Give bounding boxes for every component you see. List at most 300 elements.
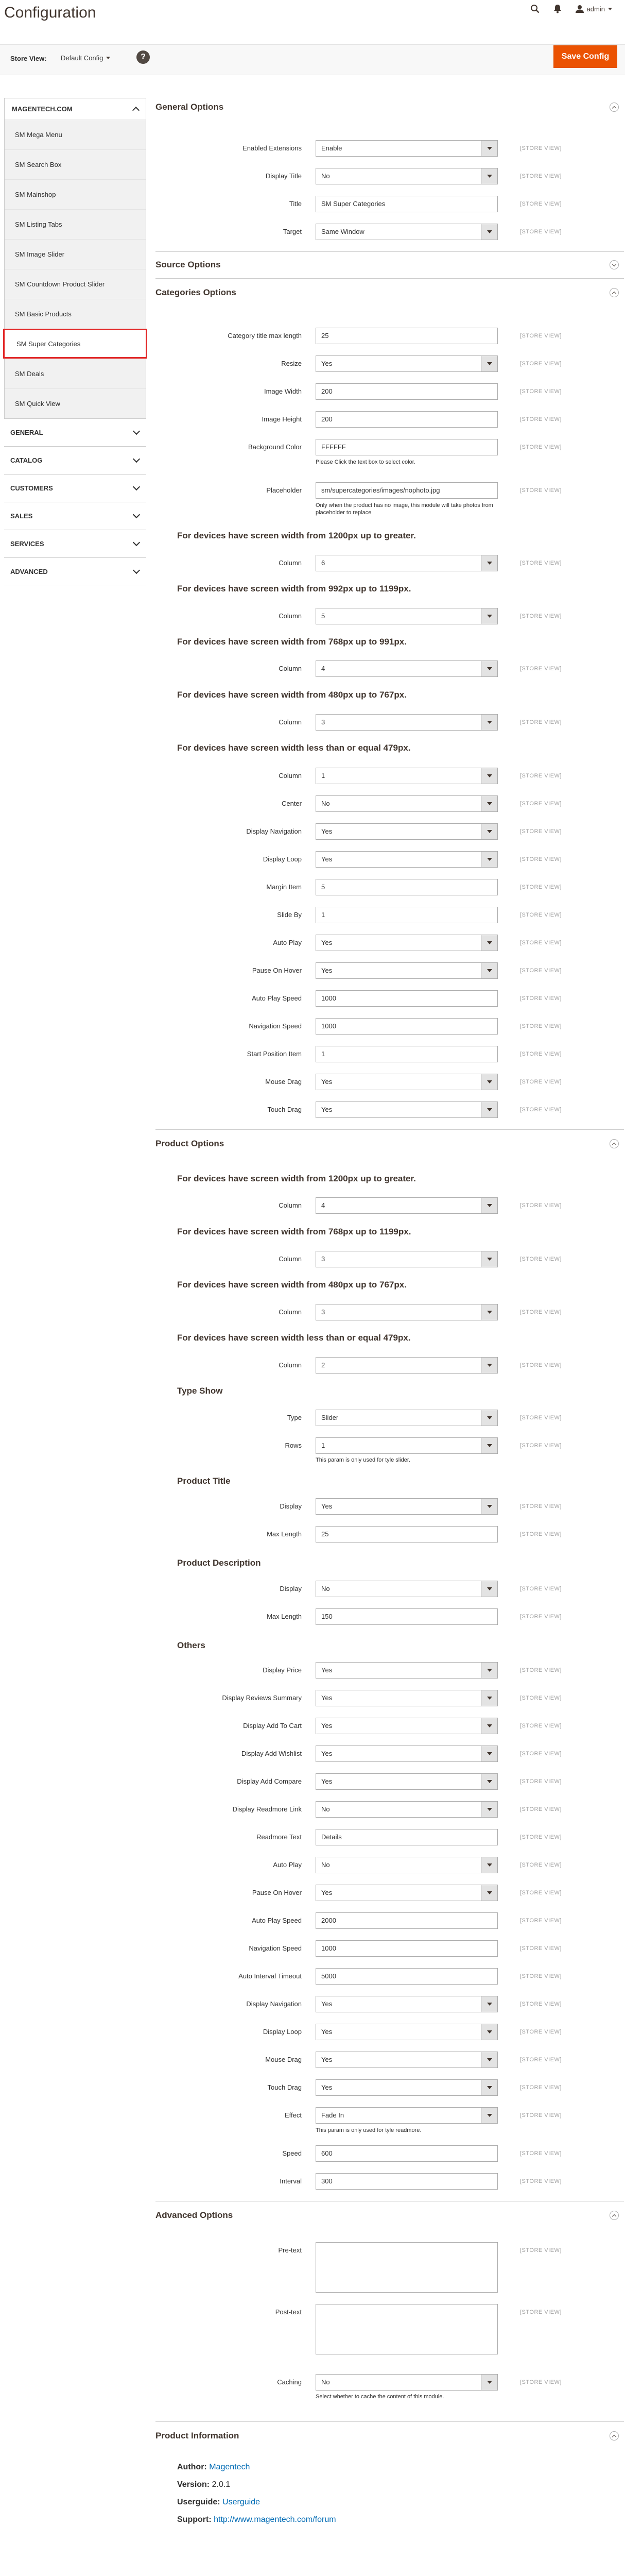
sidebar-item[interactable]: SM Mega Menu <box>5 120 146 149</box>
config-row <box>155 608 624 624</box>
save-config-button[interactable]: Save Config <box>553 45 617 68</box>
scope-label: [STORE VIEW] <box>520 968 562 974</box>
field-value: Same Window <box>321 228 364 235</box>
field-label: Display Price <box>263 1666 302 1674</box>
sidebar-item[interactable]: SM Super Categories <box>3 329 147 359</box>
textarea-field[interactable] <box>316 2242 498 2293</box>
dropdown-arrow-icon <box>481 2024 497 2040</box>
field-label: Slide By <box>277 911 302 919</box>
scope-label: [STORE VIEW] <box>520 1862 562 1868</box>
field-label: Display Add Compare <box>237 1777 302 1785</box>
config-row <box>155 1912 624 1929</box>
scope-label: [STORE VIEW] <box>520 1256 562 1262</box>
scope-label: [STORE VIEW] <box>520 1586 562 1592</box>
sidebar-item[interactable]: SM Basic Products <box>5 299 146 329</box>
field-value: Slider <box>321 1414 339 1421</box>
field-value: Yes <box>321 967 333 974</box>
scope-label: [STORE VIEW] <box>520 229 562 235</box>
dropdown-arrow-icon <box>481 2052 497 2067</box>
dropdown-arrow-icon <box>481 1304 497 1320</box>
scope-label: [STORE VIEW] <box>520 2057 562 2063</box>
dropdown-arrow-icon <box>481 1074 497 1090</box>
text-field[interactable] <box>316 411 498 428</box>
dropdown-arrow-icon <box>481 963 497 978</box>
chevron-down-icon <box>133 566 140 573</box>
select-field[interactable] <box>316 1074 498 1090</box>
config-row <box>155 823 624 840</box>
field-note: This param is only used for tyle readmore. <box>316 2127 422 2133</box>
scope-label: [STORE VIEW] <box>520 1531 562 1537</box>
section-title: Categories Options <box>155 287 236 297</box>
dropdown-arrow-icon <box>481 356 497 371</box>
select-field[interactable] <box>316 795 498 812</box>
scope-label: [STORE VIEW] <box>520 828 562 835</box>
field-value: 5 <box>321 883 325 891</box>
scope-label: [STORE VIEW] <box>520 1051 562 1057</box>
select-field[interactable] <box>316 555 498 571</box>
scope-label: [STORE VIEW] <box>520 173 562 179</box>
sub-heading: Product Title <box>177 1476 231 1486</box>
config-row <box>155 328 624 344</box>
textarea-field[interactable] <box>316 2304 498 2354</box>
select-field[interactable] <box>316 1357 498 1374</box>
select-field[interactable] <box>316 1251 498 1267</box>
store-view-value: Default Config <box>61 54 103 62</box>
section-divider <box>155 2421 624 2422</box>
scope-label: [STORE VIEW] <box>520 1309 562 1315</box>
config-row <box>155 2145 624 2162</box>
sidebar-group-magentech[interactable] <box>4 98 146 120</box>
sidebar-item[interactable]: SM Mainshop <box>5 179 146 209</box>
sidebar-item[interactable]: SM Deals <box>5 359 146 388</box>
sidebar-section[interactable] <box>4 418 146 446</box>
select-field[interactable] <box>316 1801 498 1818</box>
sidebar-section[interactable] <box>4 530 146 557</box>
select-field[interactable] <box>316 2374 498 2391</box>
field-note: This param is only used for tyle slider. <box>316 1457 411 1463</box>
sub-heading: Type Show <box>177 1386 223 1396</box>
scope-label: [STORE VIEW] <box>520 995 562 1002</box>
config-row <box>155 1996 624 2012</box>
scope-label: [STORE VIEW] <box>520 1945 562 1952</box>
sidebar-item[interactable]: SM Search Box <box>5 149 146 179</box>
field-label: Column <box>279 1361 302 1369</box>
field-note: Only when the product has no image, this module will take photos from placeholder to replace <box>316 502 493 516</box>
select-field[interactable] <box>316 1304 498 1320</box>
bell-icon[interactable] <box>553 4 562 13</box>
sidebar-section-label: CUSTOMERS <box>10 484 53 492</box>
select-field[interactable] <box>316 962 498 979</box>
caret-down-icon <box>106 57 110 59</box>
scope-label: [STORE VIEW] <box>520 773 562 779</box>
config-row <box>155 1829 624 1845</box>
config-row <box>155 1498 624 1515</box>
sidebar-section[interactable] <box>4 474 146 502</box>
dropdown-arrow-icon <box>481 608 497 624</box>
config-row <box>155 168 624 184</box>
collapse-icon[interactable] <box>610 103 619 112</box>
select-field[interactable] <box>316 1410 498 1426</box>
config-row <box>155 1773 624 1790</box>
text-field[interactable] <box>316 1018 498 1035</box>
expand-icon[interactable] <box>610 260 619 269</box>
field-value: 1000 <box>321 1022 336 1030</box>
text-field[interactable] <box>316 1526 498 1543</box>
config-row <box>155 660 624 677</box>
text-field[interactable] <box>316 879 498 895</box>
select-field[interactable] <box>316 140 498 157</box>
field-value: 3 <box>321 1255 325 1263</box>
select-field[interactable] <box>316 2052 498 2068</box>
config-row <box>155 1101 624 1118</box>
sidebar-item[interactable]: SM Quick View <box>5 388 146 418</box>
sidebar-section-label: GENERAL <box>10 429 43 436</box>
field-label: Title <box>289 200 302 208</box>
dropdown-arrow-icon <box>481 1885 497 1901</box>
sidebar-sections <box>4 418 146 585</box>
dropdown-arrow-icon <box>481 168 497 184</box>
select-field[interactable] <box>316 660 498 677</box>
field-value: 150 <box>321 1613 333 1620</box>
field-value: Yes <box>321 855 333 863</box>
field-value: Yes <box>321 2028 333 2036</box>
config-row <box>155 1437 624 1454</box>
field-label: Touch Drag <box>267 2083 302 2091</box>
sidebar-section-label: SERVICES <box>10 540 44 548</box>
section-header[interactable] <box>155 2430 619 2442</box>
scope-label: [STORE VIEW] <box>520 1834 562 1840</box>
field-value: Yes <box>321 2083 333 2091</box>
sub-heading: For devices have screen width from 992px up to 1199px. <box>177 584 411 594</box>
section-header[interactable] <box>155 2209 619 2222</box>
dropdown-arrow-icon <box>481 1102 497 1117</box>
select-field[interactable] <box>316 1718 498 1734</box>
text-field[interactable] <box>316 1968 498 1985</box>
select-field[interactable] <box>316 1101 498 1118</box>
field-value: sm/supercategories/images/nophoto.jpg <box>321 486 440 494</box>
field-label: Column <box>279 665 302 672</box>
sub-heading: For devices have screen width from 768px up to 991px. <box>177 637 407 647</box>
dropdown-arrow-icon <box>481 555 497 571</box>
scope-label: [STORE VIEW] <box>520 1778 562 1785</box>
section-header[interactable] <box>155 286 619 299</box>
info-link[interactable]: http://www.magentech.com/forum <box>214 2515 336 2524</box>
select-field[interactable] <box>316 714 498 731</box>
select-field[interactable] <box>316 224 498 240</box>
store-view-label: Store View: <box>10 55 47 62</box>
field-label: Caching <box>277 2378 302 2386</box>
section-header[interactable] <box>155 101 619 113</box>
field-value: 2 <box>321 1361 325 1369</box>
info-version <box>177 2480 230 2489</box>
text-field[interactable] <box>316 1046 498 1062</box>
config-row <box>155 1885 624 1901</box>
text-field[interactable] <box>316 482 498 499</box>
select-field[interactable] <box>316 2107 498 2124</box>
field-value: Yes <box>321 1722 333 1730</box>
field-label: Rows <box>285 1442 302 1449</box>
sidebar-section-label: CATALOG <box>10 456 43 464</box>
field-label: Display Add To Cart <box>243 1722 302 1730</box>
select-field[interactable] <box>316 823 498 840</box>
collapse-icon[interactable] <box>610 2431 619 2441</box>
select-field[interactable] <box>316 2079 498 2096</box>
field-label: Display Loop <box>263 855 302 863</box>
sidebar-section[interactable] <box>4 557 146 585</box>
collapse-icon[interactable] <box>610 1139 619 1148</box>
section-divider <box>155 1129 624 1130</box>
text-field[interactable] <box>316 328 498 344</box>
field-label: Interval <box>280 2177 302 2185</box>
config-row <box>155 1968 624 1985</box>
select-field[interactable] <box>316 1745 498 1762</box>
field-value: Yes <box>321 1889 333 1896</box>
select-field[interactable] <box>316 608 498 624</box>
field-label: Display Navigation <box>246 827 302 835</box>
scope-label: [STORE VIEW] <box>520 1890 562 1896</box>
field-value: No <box>321 2378 330 2386</box>
select-field[interactable] <box>316 168 498 184</box>
scope-label: [STORE VIEW] <box>520 1614 562 1620</box>
scope-label: [STORE VIEW] <box>520 1723 562 1729</box>
field-value: 1 <box>321 1050 325 1058</box>
scope-label: [STORE VIEW] <box>520 2112 562 2119</box>
scope-label: [STORE VIEW] <box>520 912 562 918</box>
info-guide <box>177 2498 260 2507</box>
info-link[interactable]: Userguide <box>222 2498 260 2506</box>
select-field[interactable] <box>316 1437 498 1454</box>
section-header[interactable] <box>155 1138 619 1150</box>
select-field[interactable] <box>316 1662 498 1679</box>
sidebar-section[interactable] <box>4 446 146 474</box>
config-row <box>155 439 624 455</box>
sidebar-item[interactable]: SM Image Slider <box>5 239 146 269</box>
section-title: General Options <box>155 102 224 112</box>
select-field[interactable] <box>316 1498 498 1515</box>
dropdown-arrow-icon <box>481 224 497 240</box>
config-row <box>155 1718 624 1734</box>
scope-label: [STORE VIEW] <box>520 416 562 422</box>
config-row <box>155 140 624 157</box>
config-row <box>155 2052 624 2068</box>
config-row <box>155 795 624 812</box>
info-author <box>177 2463 250 2472</box>
field-label: Type <box>287 1414 302 1421</box>
field-label: Readmore Text <box>256 1833 302 1841</box>
dropdown-arrow-icon <box>481 935 497 951</box>
field-label: Display Add Wishlist <box>241 1750 302 1757</box>
field-label: Navigation Speed <box>249 1022 302 1030</box>
sidebar-section[interactable] <box>4 502 146 530</box>
sub-heading: For devices have screen width from 768px up to 1199px. <box>177 1227 411 1236</box>
field-value: Yes <box>321 1666 333 1674</box>
field-label: Background Color <box>248 443 302 451</box>
select-field[interactable] <box>316 1773 498 1790</box>
page-title: Configuration <box>4 4 96 21</box>
scope-label: [STORE VIEW] <box>520 856 562 862</box>
collapse-icon[interactable] <box>610 2211 619 2220</box>
dropdown-arrow-icon <box>481 1718 497 1734</box>
dropdown-arrow-icon <box>481 1198 497 1213</box>
config-row <box>155 935 624 951</box>
text-field[interactable] <box>316 1608 498 1625</box>
scope-label: [STORE VIEW] <box>520 487 562 494</box>
scope-label: [STORE VIEW] <box>520 560 562 566</box>
text-field[interactable] <box>316 1829 498 1845</box>
config-row <box>155 907 624 923</box>
field-value: 1000 <box>321 994 336 1002</box>
config-row <box>155 1304 624 1320</box>
field-value: No <box>321 1585 330 1592</box>
field-label: Display <box>280 1502 302 1510</box>
field-label: Pause On Hover <box>252 967 302 974</box>
select-field[interactable] <box>316 2024 498 2040</box>
section-title: Product Information <box>155 2431 239 2441</box>
section-divider <box>155 278 624 279</box>
field-value: No <box>321 172 330 180</box>
text-field[interactable] <box>316 196 498 212</box>
text-field[interactable] <box>316 2145 498 2162</box>
field-label: Auto Play <box>273 939 302 946</box>
config-row <box>155 1046 624 1062</box>
text-field[interactable] <box>316 439 498 455</box>
field-label: Resize <box>281 360 302 367</box>
field-value: 4 <box>321 1201 325 1209</box>
scope-label: [STORE VIEW] <box>520 613 562 619</box>
field-label: Auto Play <box>273 1861 302 1869</box>
search-icon[interactable] <box>530 4 540 13</box>
select-field[interactable] <box>316 1690 498 1706</box>
admin-user-menu[interactable] <box>576 5 612 13</box>
info-link[interactable]: Magentech <box>209 2463 250 2471</box>
dropdown-arrow-icon <box>481 2080 497 2095</box>
sidebar-item[interactable]: SM Countdown Product Slider <box>5 269 146 299</box>
field-label: Max Length <box>267 1613 302 1620</box>
scope-label: [STORE VIEW] <box>520 1107 562 1113</box>
field-value: 300 <box>321 2177 333 2185</box>
field-note: Please Click the text box to select color. <box>316 459 415 465</box>
scope-label: [STORE VIEW] <box>520 1415 562 1421</box>
scope-label: [STORE VIEW] <box>520 666 562 672</box>
scope-label: [STORE VIEW] <box>520 1362 562 1368</box>
select-field[interactable] <box>316 935 498 951</box>
dropdown-arrow-icon <box>481 768 497 784</box>
config-row <box>155 2304 624 2354</box>
field-value: No <box>321 1805 330 1813</box>
scope-label: [STORE VIEW] <box>520 1023 562 1029</box>
field-value: Yes <box>321 360 333 367</box>
dropdown-arrow-icon <box>481 2108 497 2123</box>
field-value: 1 <box>321 1442 325 1449</box>
sidebar-section-label: ADVANCED <box>10 567 48 575</box>
scope-label: [STORE VIEW] <box>520 884 562 890</box>
config-row <box>155 1857 624 1873</box>
scope-label: [STORE VIEW] <box>520 145 562 151</box>
collapse-icon[interactable] <box>610 288 619 297</box>
config-row <box>155 555 624 571</box>
field-label: Post-text <box>275 2308 302 2316</box>
help-icon[interactable]: ? <box>136 50 150 64</box>
field-label: Column <box>279 612 302 620</box>
field-label: Column <box>279 1308 302 1316</box>
field-label: Touch Drag <box>267 1106 302 1113</box>
scope-label: [STORE VIEW] <box>520 1079 562 1085</box>
select-field[interactable] <box>316 355 498 372</box>
field-value: 5 <box>321 612 325 620</box>
sub-heading: Others <box>177 1640 205 1650</box>
text-field[interactable] <box>316 907 498 923</box>
scope-label: [STORE VIEW] <box>520 2309 562 2315</box>
scope-label: [STORE VIEW] <box>520 2379 562 2385</box>
config-row <box>155 1745 624 1762</box>
field-value: FFFFFF <box>321 443 346 451</box>
field-label: Display Loop <box>263 2028 302 2036</box>
select-field[interactable] <box>316 768 498 784</box>
text-field[interactable] <box>316 2173 498 2190</box>
scope-label: [STORE VIEW] <box>520 2084 562 2091</box>
scope-label: [STORE VIEW] <box>520 2247 562 2253</box>
config-row <box>155 2024 624 2040</box>
text-field[interactable] <box>316 1912 498 1929</box>
dropdown-arrow-icon <box>481 1358 497 1373</box>
sidebar-subitems <box>4 120 146 418</box>
scope-label: [STORE VIEW] <box>520 333 562 339</box>
sub-heading: For devices have screen width from 480px up to 767px. <box>177 690 407 700</box>
field-value: 3 <box>321 718 325 726</box>
sidebar-item[interactable]: SM Listing Tabs <box>5 209 146 239</box>
config-sidebar <box>4 98 146 585</box>
select-field[interactable] <box>316 1885 498 1901</box>
dropdown-arrow-icon <box>481 824 497 839</box>
field-value: 3 <box>321 1308 325 1316</box>
field-label: Navigation Speed <box>249 1944 302 1952</box>
text-field[interactable] <box>316 1940 498 1957</box>
select-field[interactable] <box>316 1197 498 1214</box>
config-row <box>155 224 624 240</box>
field-value: 200 <box>321 387 333 395</box>
text-field[interactable] <box>316 990 498 1007</box>
field-label: Auto Interval Timeout <box>238 1972 302 1980</box>
config-row <box>155 851 624 868</box>
store-view-switcher[interactable] <box>61 54 110 62</box>
config-row <box>155 482 624 499</box>
field-label: Target <box>283 228 302 235</box>
config-row <box>155 1018 624 1035</box>
field-value: 25 <box>321 1530 329 1538</box>
scope-label: [STORE VIEW] <box>520 2001 562 2007</box>
field-value: Yes <box>321 939 333 946</box>
dropdown-arrow-icon <box>481 1746 497 1761</box>
field-label: Effect <box>284 2111 302 2119</box>
admin-username: admin <box>586 5 605 13</box>
config-row <box>155 2242 624 2293</box>
text-field[interactable] <box>316 383 498 400</box>
section-title: Advanced Options <box>155 2210 233 2220</box>
select-field[interactable] <box>316 1857 498 1873</box>
scope-label: [STORE VIEW] <box>520 1806 562 1812</box>
field-value: No <box>321 800 330 807</box>
dropdown-arrow-icon <box>481 1690 497 1706</box>
sidebar-section-label: SALES <box>10 512 33 520</box>
config-row <box>155 1074 624 1090</box>
select-field[interactable] <box>316 851 498 868</box>
section-header[interactable] <box>155 259 619 271</box>
info-label: Support: <box>177 2515 212 2524</box>
config-row <box>155 768 624 784</box>
info-label: Version: <box>177 2480 210 2489</box>
select-field[interactable] <box>316 1581 498 1597</box>
select-field[interactable] <box>316 1996 498 2012</box>
